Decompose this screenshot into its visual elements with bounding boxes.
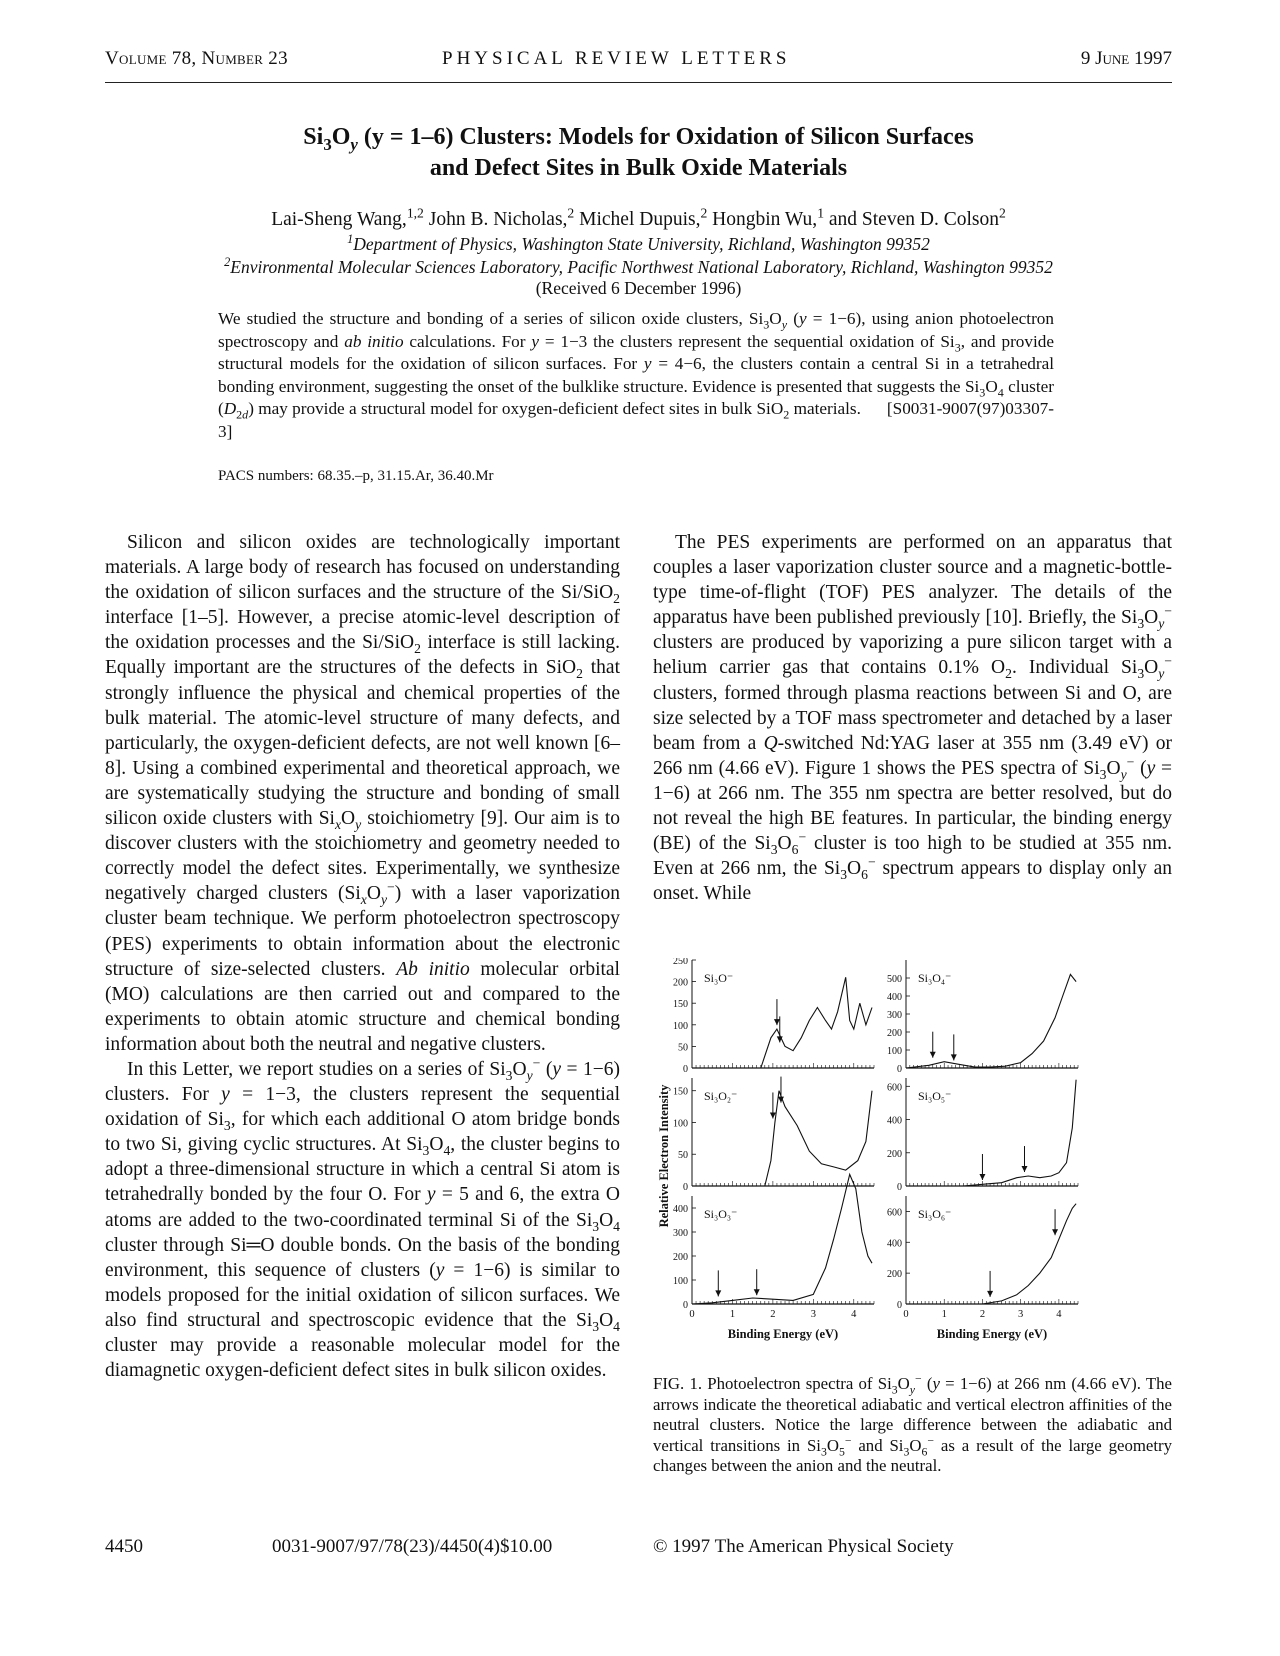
y-tick-label: 500 bbox=[887, 974, 902, 985]
y-tick-label: 400 bbox=[673, 1204, 688, 1215]
ea-arrow-head bbox=[754, 1289, 760, 1295]
body-column-left bbox=[105, 530, 620, 1383]
y-tick-label: 200 bbox=[887, 1028, 902, 1039]
spectrum-line bbox=[692, 977, 872, 1068]
y-tick-label: 0 bbox=[897, 1300, 902, 1311]
panel-label: Si₃O₂⁻ bbox=[704, 1089, 738, 1103]
x-tick-label: 0 bbox=[903, 1309, 909, 1320]
ea-arrow-head bbox=[715, 1290, 721, 1296]
x-tick-label: 3 bbox=[1018, 1309, 1024, 1320]
author-2: John B. Nicholas, bbox=[428, 209, 568, 230]
page-number: 4450 bbox=[105, 1536, 143, 1557]
y-tick-label: 0 bbox=[683, 1064, 688, 1075]
x-tick-label: 3 bbox=[810, 1309, 816, 1320]
panel-label: Si₃O⁻ bbox=[704, 971, 734, 985]
author-1: Lai-Sheng Wang, bbox=[271, 209, 407, 230]
figure-xlabel-right: Binding Energy (eV) bbox=[936, 1327, 1048, 1341]
x-tick-label: 4 bbox=[851, 1309, 857, 1320]
y-tick-label: 250 bbox=[673, 958, 688, 967]
ea-arrow-head bbox=[951, 1054, 957, 1060]
panel-label: Si₃O₃⁻ bbox=[704, 1207, 738, 1221]
abstract: We studied the structure and bonding of a series of silicon oxide clusters, $Si_3O_y$ (y = 1−6), using anion photoelectron spectroscopy and ab initio calculations. For y = 1−3 the clusters represent the sequential oxidation of $Si_3$, and provide structural models for the oxidation of silicon surfaces. For y = 4−6, the clusters contain a central Si in a tetrahedral bonding environment, suggesting the onset of the bulklike structure. Evidence is presented that suggests the $Si_3O_4$ cluster $(D_{2d})$ may provide a structural model for oxygen-deficient defect sites in bulk SiO$_2$ materials. [S0031-9007(97)03307-3] bbox=[218, 309, 1054, 441]
y-tick-label: 0 bbox=[897, 1182, 902, 1193]
panel-label: Si₃O₅⁻ bbox=[918, 1089, 952, 1103]
y-tick-label: 100 bbox=[673, 1020, 688, 1032]
ea-arrow-head bbox=[774, 1019, 780, 1025]
running-head-journal: PHYSICAL REVIEW LETTERS bbox=[442, 48, 791, 69]
x-tick-label: 2 bbox=[979, 1309, 986, 1320]
paragraph-pes: The PES experiments are performed on an apparatus that couples a laser vaporization cluster source and a magnetic-bottle-type time-of-flight (TOF) PES analyzer. The details of the apparatus have been published previously [10]. Briefly, the $Si_3O_y^-$ clusters are produced by vaporizing a pure silicon target with a helium carrier gas that contains 0.1% $O_2$. Individual $Si_3O_y^-$ clusters, formed through plasma reactions between Si and O, are size selected by a TOF mass spectrometer and detached by a laser beam from a Q-switched Nd:YAG laser at 355 nm (3.49 eV) or 266 nm (4.66 eV). Figure 1 shows the PES spectra of $Si_3O_y^-$ (y = 1−6) at 266 nm. The 355 nm spectra are better resolved, but do not reveal the high BE features. In particular, the binding energy (BE) of the $Si_3O_6^-$ cluster is too high to be studied at 355 nm. Even at 266 nm, the $Si_3O_6^-$ spectrum appears to display only an onset. While bbox=[653, 532, 1173, 905]
affiliation-1-text: Department of Physics, Washington State University, Richland, Washington 99352 bbox=[353, 234, 930, 254]
y-tick-label: 50 bbox=[678, 1150, 688, 1162]
y-tick-label: 300 bbox=[887, 1010, 902, 1021]
x-tick-label: 4 bbox=[1056, 1309, 1062, 1320]
author-4: Hongbin Wu, bbox=[712, 209, 818, 230]
ea-arrow-head bbox=[930, 1052, 936, 1058]
x-tick-label: 1 bbox=[729, 1309, 736, 1320]
y-tick-label: 200 bbox=[673, 977, 688, 989]
ea-arrow-head bbox=[987, 1291, 993, 1297]
panel-label: Si₃O₆⁻ bbox=[918, 1207, 952, 1221]
author-list: Lai-Sheng Wang,$^{1,2}$ John B. Nicholas,$^2$ Michel Dupuis,$^2$ Hongbin Wu,$^1$ and Steven D. Colson$^2$ bbox=[271, 205, 1006, 230]
author-5: and Steven D. Colson bbox=[828, 209, 999, 230]
affiliation-2: $^2$Environmental Molecular Sciences Laboratory, Pacific Northwest National Laboratory, Richland, Washington 99352 bbox=[224, 255, 1053, 277]
affiliation-2-text: Environmental Molecular Sciences Laboratory, Pacific Northwest National Laboratory, Richland, Washington 99352 bbox=[230, 257, 1053, 277]
y-tick-label: 400 bbox=[887, 1115, 902, 1127]
title-line-1-rest: (y = 1–6) Clusters: Models for Oxidation of Silicon Surfaces bbox=[363, 124, 974, 150]
ea-arrow-head bbox=[1052, 1229, 1058, 1235]
y-tick-label: 200 bbox=[887, 1148, 902, 1160]
journal-code: 0031-9007/97/78(23)/4450(4)$10.00 bbox=[272, 1536, 553, 1557]
y-tick-label: 0 bbox=[897, 1064, 902, 1075]
running-head-date: 9 June 1997 bbox=[1080, 48, 1172, 69]
paragraph-intro: Silicon and silicon oxides are technologically important materials. A large body of research has focused on understanding the oxidation of silicon surfaces and the structure of the Si/SiO$_2$ interface [1–5]. However, a precise atomic-level description of the oxidation processes and the Si/SiO$_2$ interface is still lacking. Equally important are the structures of the defects in SiO$_2$ that strongly influence the physical and chemical properties of the bulk material. The atomic-level structure of many defects, and particularly, the oxygen-deficient defects, are not well known [6–8]. Using a combined experimental and theoretical approach, we are systematically studying the structure and bonding of small silicon oxide clusters with $Si_xO_y$ stoichiometry [9]. Our aim is to discover clusters with the stoichiometry and geometry needed to correctly model the defect sites. Experimentally, we synthesize negatively charged clusters $(Si_xO_y^-)$ with a laser vaporization cluster beam technique. We perform photoelectron spectroscopy (PES) experiments to obtain information about the electronic structure of size-selected clusters. Ab initio molecular orbital (MO) calculations are then carried out and compared to the experiments to obtain atomic structure and chemical bonding information about both the neutral and negative clusters. bbox=[105, 532, 620, 1055]
pacs-numbers: PACS numbers: 68.35.–p, 31.15.Ar, 36.40.Mr bbox=[218, 468, 494, 484]
title-line-2: and Defect Sites in Bulk Oxide Materials bbox=[429, 155, 848, 181]
y-tick-label: 600 bbox=[887, 1082, 902, 1094]
header-rule bbox=[105, 82, 1172, 83]
y-tick-label: 300 bbox=[673, 1228, 688, 1239]
figure-xlabel-left: Binding Energy (eV) bbox=[727, 1327, 839, 1341]
x-tick-label: 2 bbox=[770, 1309, 776, 1320]
copyright: © 1997 The American Physical Society bbox=[653, 1536, 954, 1557]
author-3: Michel Dupuis, bbox=[579, 209, 701, 230]
paper-title bbox=[105, 122, 1172, 184]
y-tick-label: 200 bbox=[673, 1252, 688, 1263]
spectrum-line bbox=[692, 1174, 872, 1304]
title-line-1: $Si_3O_y$ (y = 1–6) Clusters: Models for Oxidation of Silicon Surfaces bbox=[303, 124, 974, 154]
x-tick-label: 1 bbox=[941, 1309, 947, 1320]
y-tick-label: 400 bbox=[887, 992, 902, 1003]
figure-ylabel: Relative Electron Intensity bbox=[657, 1084, 671, 1228]
y-tick-label: 100 bbox=[673, 1276, 688, 1287]
x-tick-label: 0 bbox=[689, 1309, 695, 1320]
y-tick-label: 0 bbox=[683, 1300, 688, 1311]
panel-label: Si₃O₄⁻ bbox=[918, 971, 952, 985]
spectrum-line bbox=[692, 1091, 872, 1186]
y-tick-label: 600 bbox=[887, 1207, 902, 1219]
y-tick-label: 0 bbox=[683, 1182, 688, 1193]
affiliation-1: $^1$Department of Physics, Washington State University, Richland, Washington 99352 bbox=[347, 232, 930, 254]
y-tick-label: 150 bbox=[673, 999, 688, 1011]
y-tick-label: 50 bbox=[678, 1042, 688, 1054]
figure-caption: FIG. 1. Photoelectron spectra of $Si_3O_y^-$ (y = 1−6) at 266 nm (4.66 eV). The arrows indicate the theoretical adiabatic and vertical electron affinities of the neutral clusters. Notice the large difference between the adiabatic and vertical transitions in $Si_3O_5^-$ and $Si_3O_6^-$ as a result of the large geometry changes between the anion and the neutral. bbox=[653, 1372, 1172, 1476]
abstract-code: [S0031-9007(97)03307-3] bbox=[218, 399, 1054, 441]
running-head-volume: Volume 78, Number 23 bbox=[105, 48, 288, 69]
body-column-right bbox=[653, 530, 1172, 906]
y-tick-label: 150 bbox=[673, 1086, 688, 1098]
received-date: (Received 6 December 1996) bbox=[535, 278, 742, 298]
y-tick-label: 100 bbox=[673, 1118, 688, 1130]
y-tick-label: 100 bbox=[887, 1046, 902, 1057]
ea-arrow-head bbox=[979, 1174, 985, 1180]
y-tick-label: 200 bbox=[887, 1269, 902, 1281]
paragraph-letter: In this Letter, we report studies on a series of $Si_3O_y^-$ (y = 1−6) clusters. For y = 1−3, the clusters represent the sequential oxidation of $Si_3$, for which each additional O atom bridge bonds to two Si, giving cyclic structures. At $Si_3O_4$, the cluster begins to adopt a three-dimensional structure in which a central Si atom is tetrahedrally bonded by the four O. For y = 5 and 6, the extra O atoms are added to the two-coordinated terminal Si of the $Si_3O_4$ cluster through Si═O double bonds. On the basis of the bonding environment, this sequence of clusters (y = 1−6) is similar to models proposed for the initial oxidation of silicon surfaces. We also find structural and spectroscopic evidence that the $Si_3O_4$ cluster may provide a reasonable molecular model for the diamagnetic oxygen-deficient defect sites in bulk silicon oxides. bbox=[105, 1055, 621, 1382]
y-tick-label: 400 bbox=[887, 1238, 902, 1250]
figure-1-spectra bbox=[656, 958, 1166, 1358]
ea-arrow-head bbox=[1021, 1166, 1027, 1172]
